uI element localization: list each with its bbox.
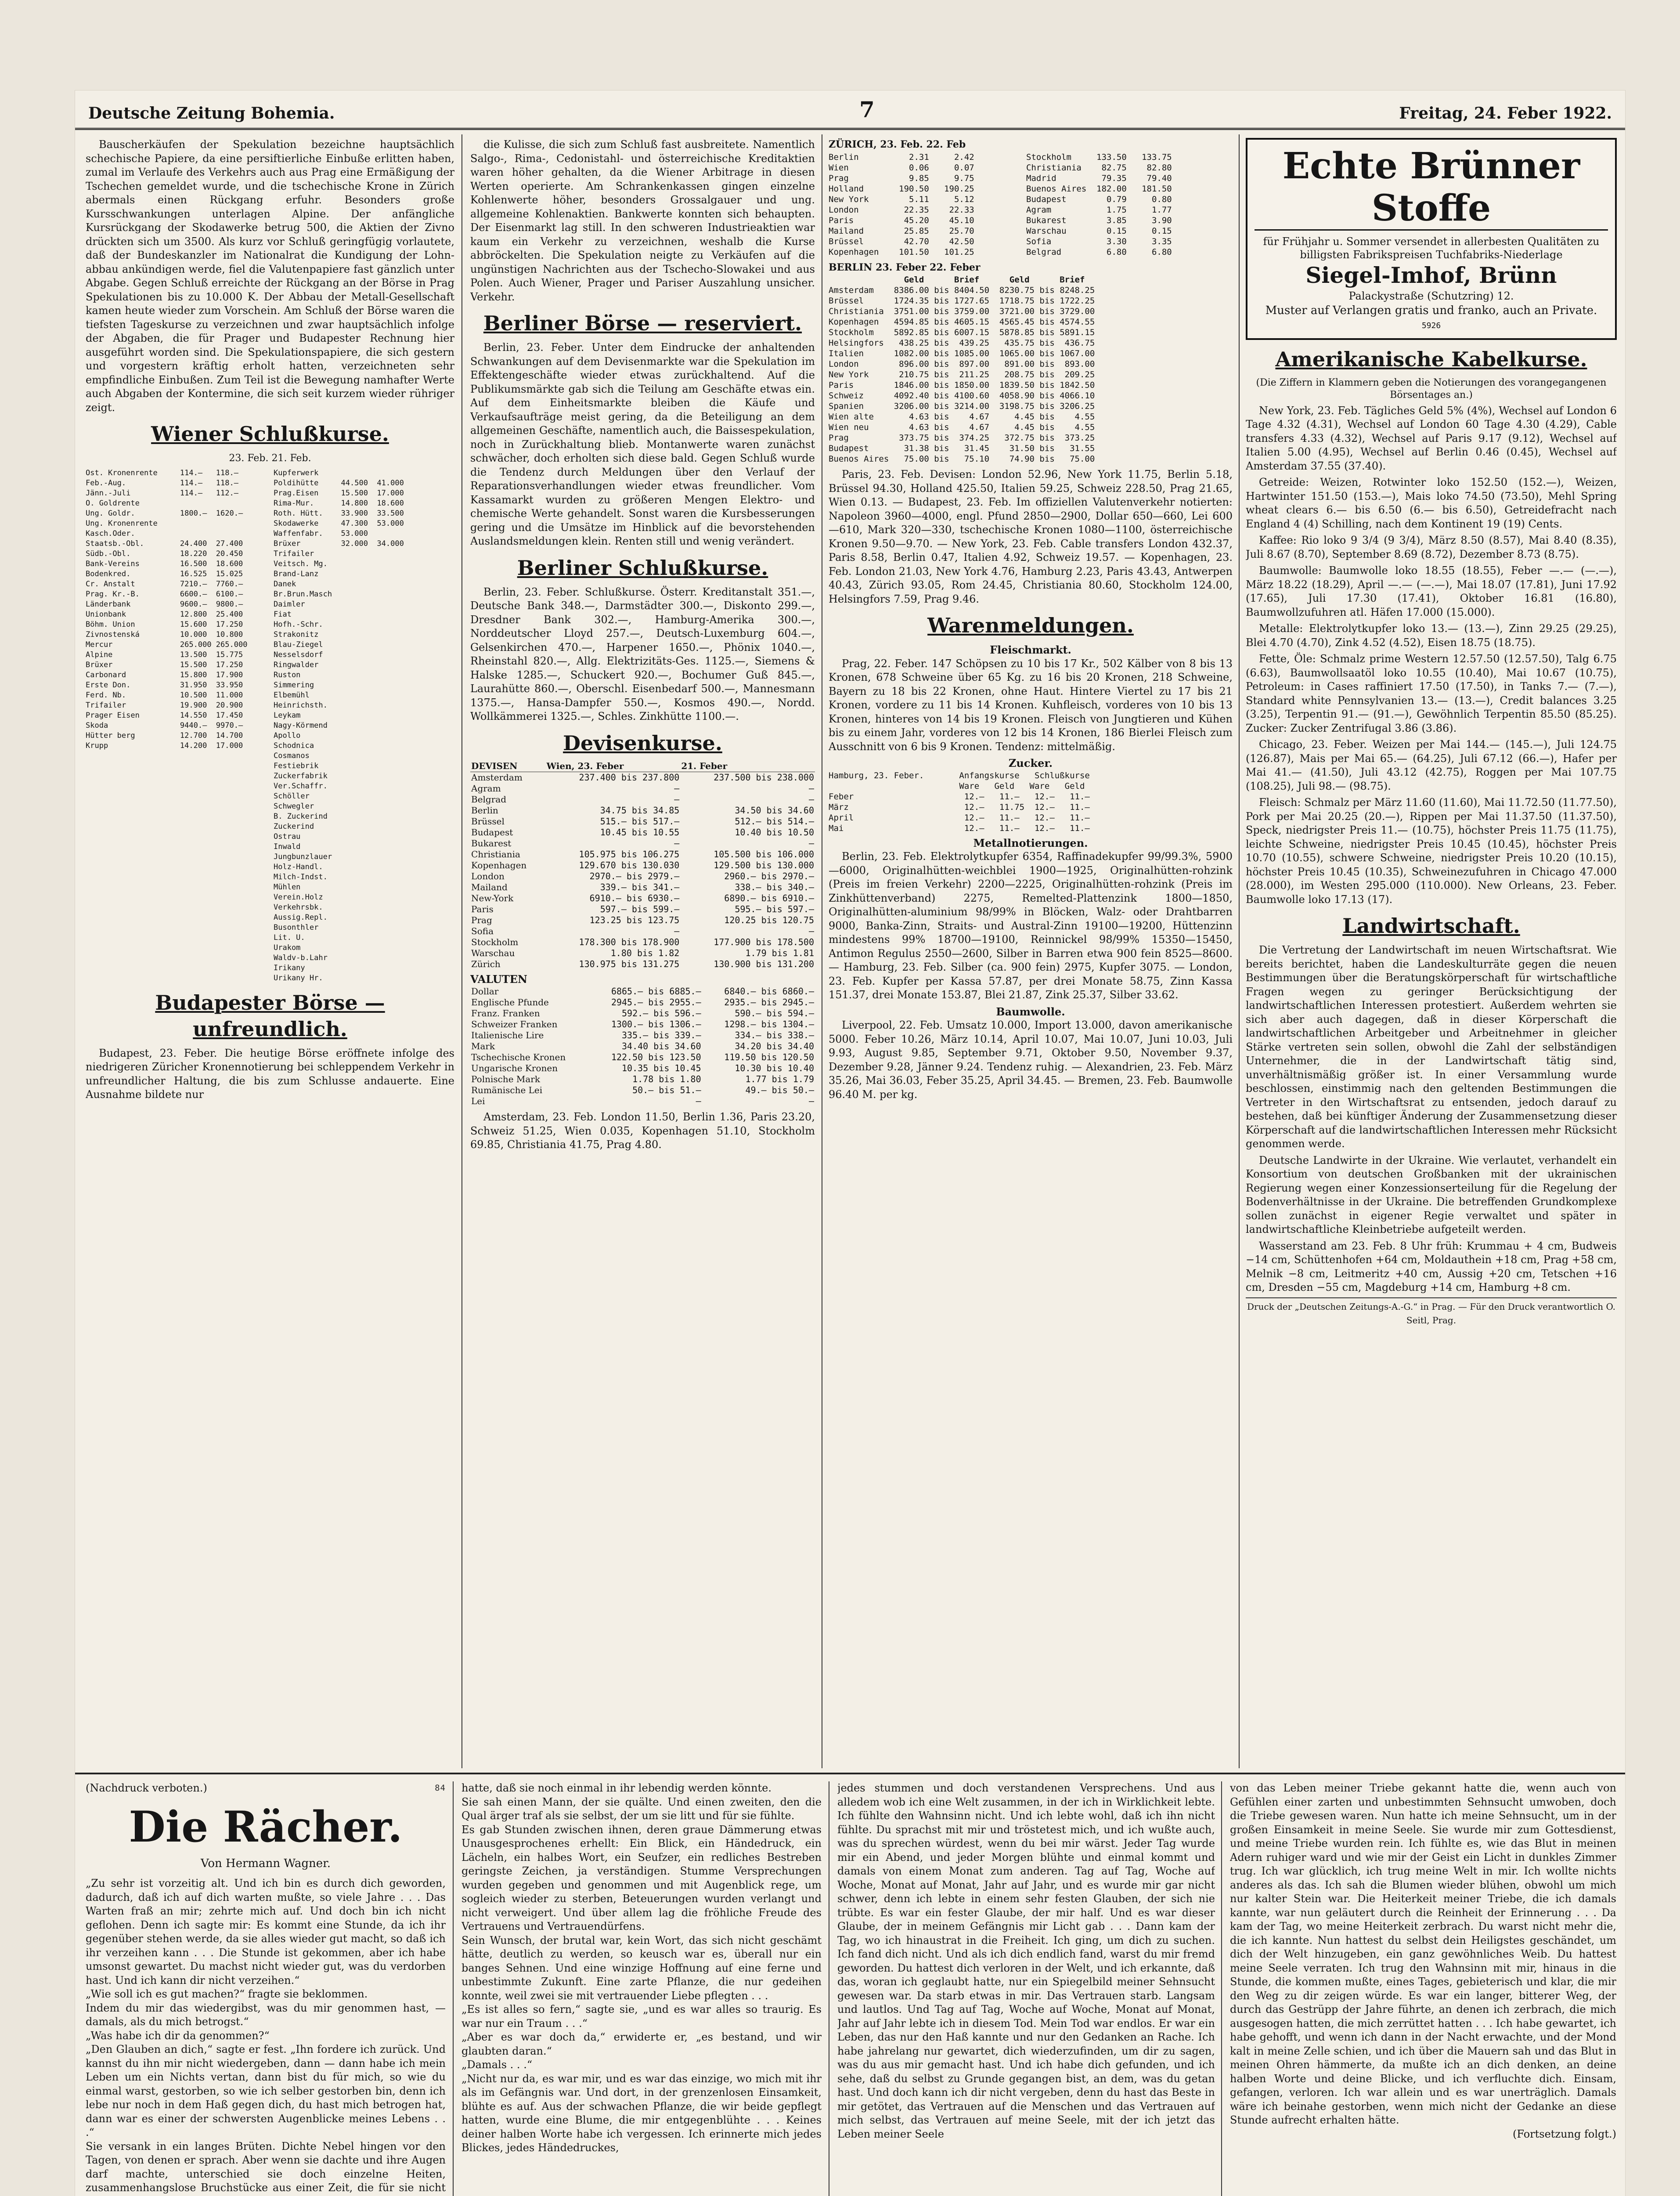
vienna-closing-heading: Wiener Schlußkurse.: [151, 422, 389, 446]
us-baumwolle-text: Baumwolle: Baumwolle loko 18.55 (18.55), Feber —.— (—.—), März 18.22 (18.29), April —.— (—.—), Mai 18.07 (17.81), Juni 17.92 (17.65), Juli 17.30 (17.41), Oktober 16.81 (16.80), Baumwollzufuhren atl. Häfen 17.000 (15.000).: [1246, 564, 1617, 618]
table-row: [470, 816, 815, 827]
rate-cell: 1.78 bis 1.80: [632, 1074, 701, 1084]
rate-cell: —: [808, 838, 814, 849]
table-row: [470, 1008, 815, 1019]
currency-name: Stockholm: [471, 936, 519, 947]
rate-cell: 2960.— bis 2970.—: [724, 870, 814, 881]
rate-cell: 105.975 bis 106.275: [579, 849, 680, 860]
rate-cell: 2935.— bis 2945.—: [724, 997, 814, 1008]
table-row: [470, 915, 815, 926]
table-row: [470, 882, 815, 893]
fleisch-text: Prag, 22. Feber. 147 Schöpsen zu 10 bis 17 Kr., 502 Kälber von 8 bis 13 Kronen, 678 Schweine über 65 Kg. zu 16 bis 20 Kronen, 218 Schweine, Bayern zu 18 bis 22 Kronen, ohne Haut. Hintere Viertel zu 17 bis 21 Kronen, vordere zu 11 bis 14 Kronen. Kuhfleisch, vorderes von 10 bis 13 Kronen, hinteres von 14 bis 19 Kronen. Fleisch von Jungtieren und Kühen bis zu einem Jahr, vorderes von 12 bis 14 Kronen, 186 Bierlei Fleisch zum Ausschnitt von 6 bis 9 Kronen. Tendenz: mittelmäßig.: [829, 657, 1233, 753]
table-row: [470, 1041, 815, 1052]
rate-cell: 10.30 bis 10.40: [735, 1063, 814, 1073]
baumwolle-heading: Baumwolle.: [996, 1005, 1065, 1018]
story-continued: (Fortsetzung folgt.): [1513, 2127, 1616, 2140]
landwirtschaft-text: Die Vertretung der Landwirtschaft im neuen Wirtschaftsrat. Wie bereits berichtet, haben die Landeskulturräte gegen die neuen Bestimmungen über die Beratungskörperschaft für wirtschaftliche Fragen wegen zu geringer Berücksichtigung der landwirtschaftlichen Interessen protestiert. Außerdem wehrten sie sich aber auch dagegen, daß in dieser Körperschaft die landwirtschaftlichen Arbeitgeber und Arbeitnehmer in gleicher Stärke vertreten sein sollen, obwohl die Zahl der selbständigen Unternehmer, die in der Landwirtschaft tätig sind, unverhältnismäßig größer ist. In einer Versammlung wurde beschlossen, einstimmig nach den geltenden Bestimmungen die Vertreter in den Wirtschaftsrat zu entsenden, jedoch darauf zu bestehen, daß bei künftiger Änderung der Zusammensetzung dieser Körperschaft auf die landwirtschaftlichen Interessen mehr Rücksicht genommen werde.: [1246, 944, 1617, 1150]
devisen-col-header: 21. Feber: [680, 761, 815, 772]
rate-cell: 177.900 bis 178.500: [714, 936, 814, 947]
feuilleton-rule: [1221, 1781, 1222, 2196]
table-row: [470, 871, 815, 882]
rate-cell: 512.— bis 514.—: [735, 816, 814, 827]
rate-cell: 178.300 bis 178.900: [579, 936, 680, 947]
rate-cell: —: [808, 925, 814, 936]
rate-cell: 1.80 bis 1.82: [610, 947, 680, 958]
currency-name: Christiania: [471, 849, 520, 860]
table-row: [470, 904, 815, 915]
berlin-closing-text: Berlin, 23. Feber. Schlußkurse. Österr. Kreditanstalt 351.—, Deutsche Bank 348.—, Darmstädter 300.—, Diskonto 299.—, Dresdner Bank 302.—, Hamburg-Amerika 300.—, Norddeutscher Lloyd 257.—, Deutsch-Luxemburg 604.—, Gelsenkirchen 470.—, Harpener 1650.—, Phönix 1040.—, Rheinstahl 820.—, Allg. Elektrizitäts-Ges. 1125.—, Siemens & Halske 1285.—, Schuckert 920.—, Bochumer Guß 845.—, Laurahütte 860.—, Oberschl. Eisenbedarf 500.—, Mannesmann 1375.—, Hansa-Dampfer 550.—, Kosmos 490.—, Nordd. Wollkämmerei 1325.—, Schles. Zinkhütte 1100.—.: [470, 585, 815, 722]
currency-name: Rumänische Lei: [471, 1085, 543, 1095]
rate-cell: 34.75 bis 34.85: [600, 805, 680, 816]
rate-cell: 1.79 bis 1.81: [745, 947, 814, 958]
baumwolle-text: Liverpool, 22. Feb. Umsatz 10.000, Import 13.000, davon amerikanische 5000. Feber 10.26, März 10.14, April 10.07, Mai 10.07, Juni 10.03, Juli 9.93, August 9.85, September 9.71, Oktober 9.50, November 9.37, Dezember 9.28, Jänner 9.24. Tendenz ruhig. — Alexandrien, 23. Feb. März 35.26, Mai 36.03, Feber 35.25, April 34.45. — Bremen, 23. Feb. Baumwolle 96.40 M. per kg.: [829, 1019, 1233, 1101]
ad-note-text: Muster auf Verlangen gratis und franko, auch an Private.: [1265, 303, 1597, 317]
currency-name: Ungarische Kronen: [471, 1063, 558, 1073]
feuilleton-col-2: [461, 1781, 822, 2196]
table-row: [470, 849, 815, 860]
rate-cell: —: [674, 925, 680, 936]
story-author: Von Hermann Wagner.: [200, 1856, 331, 1870]
currency-name: Schweizer Franken: [471, 1019, 558, 1029]
rate-cell: 338.— bis 340.—: [735, 881, 814, 892]
valuten-heading: VALUTEN: [470, 972, 527, 986]
rate-cell: 50.— bis 51.—: [632, 1085, 701, 1095]
fleisch-us-text: Fleisch: Schmalz per März 11.60 (11.60), Mai 11.72.50 (11.77.50), Pork per Mai 20.25 (20.—), Rippen per Mai 11.37.50 (11.37.50), Speck, niedrigster Preis 11.— (10.75), höchster Preis 11.75 (11.75), leichte Schweine, niedrigster Preis 10.45 (10.45), höchster Preis 10.70 (10.55), schwere Schweine, niedrigster Preis 10.20 (10.15), höchster Preis 10.45 (10.35), Schweinezufuhren in Chicago 47.000 (28.000), im Westen 295.000 (110.000). New Orleans, 23. Feber. Baumwolle loko 17.13 (17).: [1246, 796, 1617, 906]
kabel-text: New York, 23. Feb. Tägliches Geld 5% (4%), Wechsel auf London 6 Tage 4.32 (4.31), Wechsel auf London 60 Tage 4.30 (4.29), Cable transfers 4.33 (4.32), Wechsel auf Paris 9.17 (9.12), Wechsel auf Italien 5.00 (4.95), Wechsel auf Berlin 0.46 (0.45), Wechsel auf Amsterdam 37.55 (37.40).: [1246, 404, 1617, 472]
currency-name: Brüssel: [471, 816, 505, 827]
rate-cell: 129.670 bis 130.030: [579, 860, 680, 870]
currency-name: Polnische Mark: [471, 1074, 540, 1084]
page-number: 7: [859, 97, 875, 123]
column-rule: [1239, 134, 1240, 1768]
currency-name: Prag: [471, 914, 492, 925]
metalle-text: Metalle: Elektrolytkupfer loko 13.— (13.—), Zinn 29.25 (29.25), Blei 4.70 (4.70), Zink 4.52 (4.52), Eisen 18.75 (18.75).: [1246, 622, 1617, 649]
budapest-text: Budapest, 23. Feber. Die heutige Börse eröffnete infolge des niedrigeren Züricher Kronennotierung bei schleppendem Verkehr in unfreundlicher Haltung, die bis zum Schlusse andauerte. Eine Ausnahme bildete nur: [86, 1047, 454, 1101]
berlin-exchange-text: Berlin, 23. Feber. Unter dem Eindrucke der anhaltenden Schwankungen auf dem Devisenmarkte war die Spekulation im Effektengeschäfte wieder etwas zurückhaltend. Auf die Publikumsmärkte gab sich die Teilung am Geschäfte etwas ein. Auf dem Einheitsmarkte bleiben die Käufe und Verkaufsaufträge meist gering, da die Beteiligung an dem allgemeinen Geschäfte, namentlich auch, die Baissespekulation, noch in Zurückhaltung blieb. Montanwerte waren zunächst schwächer, doch erholten sich diese bald. Gegen Schluß wurde die Tendenz durch Meldungen über den Verlauf der Reparationsverhandlungen wieder etwas freundlicher. Vom Kassamarkt wurden zu größeren Mengen Elektro- und chemische Werte gehandelt. Sonst waren die Kursbesserungen gering und die Umsätze im Hinblick auf die bevorstehenden Auslandsmeldungen klein. Renten still und wenig verändert.: [470, 341, 815, 547]
rate-cell: 237.400 bis 237.800: [579, 772, 680, 783]
kulisse-text: die Kulisse, die sich zum Schluß fast ausbreitete. Namentlich Salgo-, Rima-, Cedonistahl- und österreichische Kreditaktien waren höher gehalten, da die Wiener Arbitrage in diesen Werten operierte. Am Schrankenkassen gingen einzelne Kohlenwerte höher, besonders Grossalgauer und ung. allgemeine Kohlenaktien. Bankwerte konnten sich behaupten. Der Eisenmarkt lag still. In den schweren Industrieaktien war kaum ein Verkehr zu verzeichnen, weshalb die Kurse abbröckelten. Die Spekulation neigte zu Verkäufen auf die ungünstigen Nachrichten aus der Tschecho-Slowakei und aus Polen. Auch Wiener, Prager und Pariser Auszahlung unsicher. Verkehr.: [470, 138, 815, 303]
kabel-subtitle: (Die Ziffern in Klammern geben die Notierungen des vorangegangenen Börsentages an.): [1256, 377, 1607, 401]
currency-name: Kopenhagen: [471, 860, 527, 870]
feuilleton-col-4: [1230, 1781, 1616, 2196]
issue-date: Freitag, 24. Feber 1922.: [1399, 104, 1612, 123]
rate-cell: 105.500 bis 106.000: [714, 849, 814, 860]
berlin-devisen-table: Amsterdam 8386.00 bis 8404.50 8230.75 bis 8248.25 Brüssel 1724.35 bis 1727.65 1718.75 bis 1722.25 Christiania 3751.00 bis 3759.00 3721.00 bis 3729.00 Kopenhagen 4594.85 bis 4605.15 4565.45 bis 4574.55 Stockholm 5892.85 bis 6007.15 5878.85 bis 5891.15 Helsingfors 438.25 bis 439.25 435.75 bis 436.75 Italien 1082.00 bis 1085.00 1065.00 bis 1067.00 London 896.00 bis 897.00 891.00 bis 893.00 New York 210.75 bis 211.25 208.75 bis 209.25 Paris 1846.00 bis 1850.00 1839.50 bis 1842.50 Schweiz 4092.40 bis 4100.60 4058.90 bis 4066.10 Spanien 3206.00 bis 3214.00 3198.75 bis 3206.25 Wien alte 4.63 bis 4.67 4.45 bis 4.55 Wien neu 4.63 bis 4.67 4.45 bis 4.55 Prag 373.75 bis 374.25 372.75 bis 373.25 Budapest 31.38 bis 31.45 31.50 bis 31.55 Buenos Aires 75.00 bis 75.10 74.90 bis 75.00: [829, 285, 1095, 464]
rate-cell: 590.— bis 594.—: [735, 1008, 814, 1019]
currency-name: London: [471, 870, 505, 881]
zucker-heading: Zucker.: [1008, 757, 1053, 769]
rate-cell: 49.— bis 50.—: [745, 1085, 814, 1095]
rate-cell: 129.500 bis 130.000: [714, 860, 814, 870]
currency-name: Zürich: [471, 958, 501, 969]
berlin-closing-heading: Berliner Schlußkurse.: [517, 556, 768, 580]
feuilleton-sequence: 84: [435, 1783, 446, 1793]
rate-cell: 130.975 bis 131.275: [579, 958, 680, 969]
zurich-rates-right: Stockholm 133.50 133.75 Christiania 82.75 82.80 Madrid 79.35 79.40 Buenos Aires 182.00 181.50 Budapest 0.79 0.80 Agram 1.75 1.77 Bukarest 3.85 3.90 Warschau 0.15 0.15 Sofia 3.30 3.35 Belgrad 6.80 6.80: [1026, 152, 1172, 257]
rate-cell: 6840.— bis 6860.—: [724, 986, 814, 997]
foreign-markets-text: Paris, 23. Feb. Devisen: London 52.96, New York 11.75, Berlin 5.18, Brüssel 94.30, Holland 425.50, Italien 59.25, Schweiz 228.50, Prag 21.65, Wien 0.13. — Budapest, 23. Feb. Im offiziellen Valutenverkehr notierten: Napoleon 3960—4000, engl. Pfund 2850—2900, Dollar 650—660, Lei 600—610, Mark 320—330, tschechische Kronen 1080—1100, österreichische Kronen 9.50—9.70. — New York, 23. Feb. Cable transfers London 432.37, Paris 8.58, Berlin 0.47, Italien 4.92, Schweiz 19.57. — Kopenhagen, 23. Feb. London 21.03, New York 4.76, Hamburg 2.23, Paris 43.43, Antwerpen 40.43, Zürich 93.05, Rom 24.45, Christiania 80.60, Stockholm 124.00, Helsingfors 7.59, Prag 9.46.: [829, 468, 1233, 605]
rate-cell: —: [808, 783, 814, 794]
metall-heading: Metallnotierungen.: [973, 836, 1088, 849]
rate-cell: —: [674, 794, 680, 805]
landwirtschaft-heading: Landwirtschaft.: [1342, 914, 1520, 938]
story-text-4: von das Leben meiner Triebe gekannt hatte die, wenn auch von Gefühlen einer zarten und unbestimmten Sehnsucht umwoben, doch die Triebe gewesen waren. Nun hatte ich meine Sehnsucht, um in der großen Einsamkeit in meine Seele. Sie wurde mir zum Gottesdienst, und meine Triebe wurden rein. Ich fühlte es, wie das Blut in meinen Adern ruhiger ward und wie mir der Geist ein Licht in dunkles Zimmer trug. Ich war glücklich, ich trug meine Welt in mir. Ich wollte nichts anderes als das. Ich sah die Blumen wieder blühen, obwohl um mich nur kalter Stein war. Die Heiterkeit meiner Triebe, die ich damals kannte, war nun geläutert durch die Reinheit der Erinnerung . . . Da kam der Tag, wo meine Heiterkeit zerbrach. Du warst nicht mehr die, die ich kannte. Nun hattest du selbst dein Heiligstes geschändet, um dich der Welt hinzugeben, ein ganz gewöhnliches Weib. Du hattest meine Seele verraten. Ich trug den Wahnsinn mit mir, hinaus in die Stunde, die kommen mußte, eines Tages, gebieterisch und klar, die mir den Weg zu dir zeigen würde. Es war ein langer, bitterer Weg, der durch das Gestrüpp der Jahre führte, an denen ich zerbrach, die mich ausgesogen hatten, die mich zerrüttet hatten . . . Ich habe gewartet, ich habe gehofft, und wenn ich dann in der Nacht erwachte, und der Mond kalt in meine Zelle schien, und ich über die Mauern sah und das Blut in meinen Ohren hämmerte, da mußte ich an dich denken, an deine halben Worte und deine Blicke, und ich verfluchte dich. Einsam, gefangen, verloren. Ich war allein und es war unerträglich. Damals wäre ich beinahe gestorben, wenn mich nicht der Gedanke an diese Stunde aufrecht erhalten hätte.: [1230, 1782, 1616, 2126]
rate-cell: 1300.— bis 1306.—: [611, 1019, 701, 1029]
table-row: [470, 997, 815, 1008]
table-row: [470, 926, 815, 937]
rate-cell: —: [674, 783, 680, 794]
amsterdam-text: Amsterdam, 23. Feb. London 11.50, Berlin 1.36, Paris 23.20, Schweiz 51.25, Wien 0.035, Kopenhagen 51.10, Stockholm 69.85, Christiania 41.75, Prag 4.80.: [470, 1111, 815, 1151]
rate-cell: 2945.— bis 2955.—: [611, 997, 701, 1008]
table-row: [470, 1019, 815, 1030]
ad-address: Palackystraße (Schutzring) 12.: [1348, 290, 1514, 302]
newspaper-page: [75, 90, 1626, 2196]
story-text-3: jedes stummen und doch verstandenen Versprechens. Und aus alledem wob ich eine Welt zusammen, in der ich in Wirklichkeit lebte. Ich fühlte den Wahnsinn nicht. Und ich lebte wohl, daß ich ihn nicht fühlte. Du sprachst mit mir und tröstetest mich, und ich wußte auch, was du sprechen würdest, wenn du bei mir wärst. Jeder Tag wurde mir ein Abend, und jeder Morgen blühte und einmal kommt und damals von einem Monat zum anderen. Tag auf Tag, Woche auf Woche, Monat auf Monat, Jahr auf Jahr, und es wurde mir gar nicht schwer, denn ich lebte in einem sehr festen Glauben, der sich nie trübte. Es war ein fester Glaube, der mir half. Und es war dieser Glaube, der in meinem Gefängnis mir Licht gab . . . Dann kam der Tag, wo ich hinaustrat in die Freiheit. Ich ging, um dich zu suchen. Ich fand dich nicht. Und als ich dich endlich fand, warst du mir fremd geworden. Du hattest dich verloren in der Welt, und ich erkannte, daß das, woran ich geglaubt hatte, nur ein Spiegelbild meiner Sehnsucht gewesen war. Da starb etwas in mir. Das Vertrauen starb. Langsam und lautlos. Und Tag auf Tag, Woche auf Woche, Monat auf Monat, Jahr auf Jahr lebte ich in diesem Tod. Mein Tod war endlos. Er war ein Leben, das nur den Haß kannte und nur den Gedanken an Rache. Ich habe jahrelang nur gewartet, dich wiederzufinden, um dir zu sagen, was du aus mir gemacht hast. Und ich habe dich gefunden, und ich sehe, daß du selbst zu Grunde gegangen bist, an dem, was du getan hast. Und doch kann ich dir nicht vergeben, denn du hast das Beste in mir getötet, das Vertrauen auf die Menschen und das Vertrauen auf mich selbst, das Vertrauen auf meine Seele, mit der ich jetzt das Leben meiner Seele: [837, 1782, 1215, 2140]
newspaper-name: Deutsche Zeitung Bohemia.: [88, 104, 335, 123]
currency-name: New-York: [471, 892, 514, 903]
table-row: [470, 1074, 815, 1085]
valuten-table: [470, 986, 815, 1107]
rate-cell: 6910.— bis 6930.—: [589, 892, 680, 903]
devisen-heading: Devisenkurse.: [563, 731, 722, 755]
rate-cell: 10.45 bis 10.55: [600, 827, 680, 838]
rate-cell: 2970.— bis 2979.—: [589, 870, 680, 881]
story-text-2: hatte, daß sie noch einmal in ihr lebendig werden könnte. Sie sah einen Mann, der sie quälte. Und einen zweiten, den die Qual ärger traf als sie selbst, der um sie litt und für sie fühlte. Es gab Stunden zwischen ihnen, deren graue Dämmerung etwas Unausgesprochenes erhellt: Ein Blick, ein Händedruck, ein Lächeln, ein halbes Wort, ein Seufzer, ein redliches Bestreben geringste Zeichen, ja verständigen. Stumme Versprechungen wurden gegeben und genommen und mit Augenblick rege, um sogleich wieder zu sterben, Beteuerungen wurden verlangt und nicht verweigert. Und über allem lag die fröhliche Freude des Vertrauens und Vertrauendürfens. Sein Wunsch, der brutal war, kein Wort, das sich nicht geschämt hätte, deutlich zu werden, so keusch war es, überall nur ein banges Sehnen. Und eine winzige Hoffnung auf eine ferne und unbestimmte Zukunft. Eine zarte Pflanze, die nur gedeihen konnte, weil zwei sie mit vertrauender Liebe pflegten . . . „Es ist alles so fern,“ sagte sie, „und es war alles so traurig. Es war nur ein Traum . . .“ „Aber es war doch da,“ erwiderte er, „es bestand, und wir glaubten daran.“ „Damals . . .“ „Nicht nur da, es war mir, und es war das einzige, wo mich mit ihr als im Gefängnis war. Und dort, in der grenzenlosen Einsamkeit, blühte es auf. Aus der schwachen Pflanze, die wir beide gepflegt hatten, wurde eine Blume, die mir entgegenblühte . . . Keines deiner halben Worte habe ich vergessen. Ich erinnerte mich jedes Blickes, jedes Händedruckes,: [461, 1782, 822, 2154]
table-row: [470, 860, 815, 871]
rate-cell: 1.77 bis 1.79: [745, 1074, 814, 1084]
vienna-closing-table: [86, 468, 454, 983]
ukraine-text: Deutsche Landwirte in der Ukraine. Wie verlautet, verhandelt ein Konsortium von deutschen Großbanken mit der ukrainischen Regierung wegen einer Konzessionserteilung für die Regelung der Bodenverhältnisse in der Ukraine. Die betreffenden Grundkomplexe sollen zunächst in eigener Regie verwaltet und später in landwirtschaftliche Kleinbetriebe aufgeteilt werden.: [1246, 1154, 1617, 1235]
table-row: [470, 783, 815, 794]
rate-cell: 6865.— bis 6885.—: [611, 986, 701, 997]
currency-name: Dollar: [471, 986, 499, 997]
table-row: [470, 794, 815, 805]
zurich-table: [829, 152, 1233, 257]
chicago-text: Chicago, 23. Feber. Weizen per Mai 144.— (145.—), Juli 124.75 (126.87), Mais per Mai 65.— (64.25), Juli 67.12 (66.—), Hafer per Mai 41.— (41.50), Juli 43.12 (42.75), Roggen per Mai 107.75 (108.25), Juli 98.— (98.75).: [1246, 738, 1617, 792]
budapest-heading: Budapester Börse — unfreundlich.: [155, 990, 385, 1041]
currency-name: Agram: [471, 783, 501, 794]
waren-heading: Warenmeldungen.: [927, 614, 1134, 637]
feuilleton-rule: [75, 1773, 1625, 1774]
rate-cell: 122.50 bis 123.50: [611, 1052, 701, 1062]
feuilleton-col-3: [837, 1781, 1215, 2196]
ad-title: Echte Brünner Stoffe: [1255, 145, 1608, 231]
rate-cell: —: [808, 1096, 814, 1106]
printer-imprint: Druck der „Deutschen Zeitungs-A.-G.“ in Prag. — Für den Druck verantwortlich O. Seitl, Prag.: [1246, 1297, 1617, 1328]
table-row: [470, 1096, 815, 1107]
devisen-header-row: [470, 761, 815, 772]
table-row: [470, 937, 815, 948]
rate-cell: 237.500 bis 238.000: [714, 772, 814, 783]
currency-name: Belgrad: [471, 794, 507, 805]
zurich-heading: ZÜRICH, 23. Feb. 22. Feb: [829, 139, 966, 150]
metall-text: Berlin, 23. Feb. Elektrolytkupfer 6354, Raffinadekupfer 99/99.3%, 5900—6000, Originalhütten-weichblei 1900—1925, Originalhütten-rohzink (Preis im freien Verkehr) 2200—2225, Originalhütten-rohzink (Preis im Zinkhüttenverband) 2275, Remelted-Plattenzink 1800—1850, Originalhütten-aluminium 98/99% in Blöcken, Walz- oder Drahtbarren 9000, Banka-Zinn, Straits- und Austral-Zinn 19100—19200, Hüttenzinn mindestens 99% 18700—19100, Reinnickel 98/99% 15350—15450, Antimon Regulus 2550—2600, Silber in Barren etwa 900 fein 8525—8600. — Hamburg, 23. Feb. Silber (ca. 900 fein) 2975, Kupfer 3075. — London, 23. Feb. Kupfer per Kassa 57.87, per drei Monate 58.75, Zinn Kassa 151.37, drei Monate 153.87, Blei 21.87, Zink 25.37, Silber 33.62.: [829, 850, 1233, 1001]
ad-code: 5926: [1421, 321, 1441, 330]
page-header: [75, 90, 1625, 130]
devisen-col-header: Wien, 23. Feber: [546, 761, 681, 772]
berlin-exchange-heading: Berliner Börse — reserviert.: [483, 311, 802, 335]
rate-cell: 515.— bis 517.—: [600, 816, 680, 827]
advertisement: [1246, 138, 1617, 340]
table-row: [470, 1030, 815, 1041]
zurich-rates-left: Berlin 2.31 2.42 Wien 0.06 0.07 Prag 9.85 9.75 Holland 190.50 190.25 New York 5.11 5.12 London 22.35 22.33 Paris 45.20 45.10 Mailand 25.85 25.70 Brüssel 42.70 42.50 Kopenhagen 101.50 101.25: [829, 152, 974, 257]
rate-cell: —: [674, 838, 680, 849]
ad-text: für Frühjahr u. Sommer versendet in allerbesten Qualitäten zu billigsten Fabrikspreisen Tuchfabriks-Niederlage: [1263, 235, 1600, 261]
currency-name: Sofia: [471, 925, 494, 936]
column-4: [1246, 138, 1617, 1767]
vienna-closing-dates: 23. Feb. 21. Feb.: [229, 453, 311, 464]
table-row: [470, 827, 815, 838]
table-row: [470, 1052, 815, 1063]
currency-name: Paris: [471, 903, 494, 914]
rate-cell: 10.40 bis 10.50: [735, 827, 814, 838]
table-row: [470, 1063, 815, 1074]
table-row: [470, 772, 815, 783]
table-row: [470, 948, 815, 959]
table-row: [470, 986, 815, 997]
rate-cell: 120.25 bis 120.75: [724, 914, 814, 925]
ad-firm: Siegel-Imhof, Brünn: [1305, 262, 1557, 288]
fleisch-heading: Fleischmarkt.: [990, 643, 1071, 656]
rate-cell: 34.50 bis 34.60: [735, 805, 814, 816]
currency-name: Warschau: [471, 947, 515, 958]
currency-name: Amsterdam: [471, 772, 523, 783]
currency-name: Franz. Franken: [471, 1008, 540, 1019]
ad-note: [1255, 303, 1608, 333]
currency-name: Italienische Lire: [471, 1030, 544, 1040]
reprint-notice: (Nachdruck verboten.): [86, 1782, 207, 1794]
rate-cell: —: [696, 1096, 701, 1106]
table-row: [470, 805, 815, 816]
currency-name: Lei: [471, 1096, 485, 1106]
rate-cell: 595.— bis 597.—: [735, 903, 814, 914]
table-row: [470, 959, 815, 970]
story-text-1: „Zu sehr ist vorzeitig alt. Und ich bin es durch dich geworden, dadurch, daß ich auf dich warten mußte, so viele Jahre . . . Das Warten fraß an mir; zehrte mich auf. Und doch bin ich nicht geflohen. Denn ich sagte mir: Es kommt eine Stunde, da ich ihr gegenüber stehen werde, da sie alles wieder gut macht, so daß ich ihr verzeihen kann . . . Die Stunde ist gekommen, aber ich habe umsonst gewartet. Du machst nicht wieder gut, was du verdorben hast. Und ich kann dir nicht verzeihen.“ „Wie soll ich es gut machen?“ fragte sie beklommen. Indem du mir das wiedergibst, was du mir genommen hast, — damals, als du mich betrogst.“ „Was habe ich dir da genommen?“ „Den Glauben an dich,“ sagte er fest. „Ihn fordere ich zurück. Und kannst du ihn mir nicht wiedergeben, dann — dann habe ich mein Leben um ein Nichts vertan, dann bist du für mich, so wie du einmal warst, gestorben, so wie ich selber gestorben bin, denn ich lebe nur noch in dem Haß gegen dich, du hast mich betrogen hat, dann war es einer der schwersten Augenblicke meines Lebens . . .“ Sie versank in ein langes Brüten. Dichte Nebel hingen vor den Tagen, von denen er sprach. Aber wenn sie dachte und ihre Augen darf machte, unterschied sie doch einzelne Heiten, zusammenhangslose Bruchstücke aus einer Zeit, die für sie nicht: [86, 1877, 446, 2194]
market-report-text: Bauscherkäufen der Spekulation bezeichne hauptsächlich schechische Papiere, da eine persiftierliche Einbuße erlitten haben, zumal im Verlaufe des Verkehrs auch aus Prag eine Ermäßigung der Tschechen gemeldet wurde, und die tschechische Krone in Zürich abermals einen Rückgang erfuhr. Besonders große Kursschwankungen unterlagen Alpine. Der anfängliche Kursrückgang der Skodawerke betrug 500, die Aktien der Zivno drückten sich um 3500. Als kurz vor Schluß geringfügig vorlautete, daß der Bundeskanzler im Nationalrat die Kundigung der Lohn-abbau ankündigen werde, fiel die Valutenpapiere fast gänzlich unter Abgabe. Gegen Schluß erreichte der Rückgang an der Börse in Prag Spekulationen bis zu 10.000 K. Der Abbau der Metall-Gesellschaft kamen heute wieder zum Vorschein. Am Schluß der Börse waren die tiefsten Tageskurse zu verzeichnen und zwar hauptsächlich infolge der Abgaben, die für Prager und Budapester Rechnung hier ausgeführt worden sind. Die Spekulationspapiere, die sich gestern und vorgestern kräftig erholt hatten, verzeichneten sehr empfindliche Einbußen. Zum Teil ist die Bewegung namhafter Werte auch Abgaben der Kontermine, die sich seit kurzem wieder rühriger zeigt.: [86, 138, 454, 414]
currency-name: Mark: [471, 1041, 495, 1051]
rate-cell: —: [808, 794, 814, 805]
currency-name: Mailand: [471, 881, 508, 892]
zucker-table: Hamburg, 23. Feber. Anfangskurse Schlußkurse Ware Geld Ware Geld Feber 12.— 11.— 12.— 11.— März 12.— 11.75 12.— 11.— April 12.— 11.— 12.— 11.— Mai 12.— 11.— 12.— 11.—: [829, 770, 1090, 833]
rate-cell: 6890.— bis 6910.—: [724, 892, 814, 903]
rate-cell: 597.— bis 599.—: [600, 903, 680, 914]
berlin-devisen-columns: Geld Brief Geld Brief: [829, 275, 1085, 285]
table-row: [470, 1085, 815, 1096]
currency-name: Budapest: [471, 827, 513, 838]
rate-cell: 1298.— bis 1304.—: [724, 1019, 814, 1029]
devisen-col-header: DEVISEN: [470, 761, 546, 772]
currency-name: Tschechische Kronen: [471, 1052, 566, 1062]
feuilleton-meta: [86, 1781, 446, 1795]
rate-cell: 123.25 bis 123.75: [589, 914, 680, 925]
table-row: [470, 838, 815, 849]
devisen-table: [470, 761, 815, 970]
column-1: [86, 138, 454, 1767]
rate-cell: 119.50 bis 120.50: [724, 1052, 814, 1062]
rate-cell: 130.900 bis 131.200: [714, 958, 814, 969]
wasserstand-text: Wasserstand am 23. Feb. 8 Uhr früh: Krummau + 4 cm, Budweis −14 cm, Schüttenhofen +64 cm, Moldauthein +18 cm, Prag +58 cm, Melnik −8 cm, Leitmeritz +40 cm, Aussig +20 cm, Tetschen +16 cm, Dresden −55 cm, Magdeburg +14 cm, Hamburg +8 cm.: [1246, 1239, 1617, 1293]
kabel-heading: Amerikanische Kabelkurse.: [1275, 347, 1587, 371]
rate-cell: 334.— bis 338.—: [735, 1030, 814, 1040]
rate-cell: 34.40 bis 34.60: [622, 1041, 701, 1051]
kaffee-text: Kaffee: Rio loko 9 3/4 (9 3/4), März 8.50 (8.57), Mai 8.40 (8.35), Juli 8.67 (8.70), September 8.69 (8.72), Dezember 8.73 (8.75).: [1246, 534, 1617, 560]
story-title: Die Rächer.: [129, 1802, 403, 1852]
vienna-rates-right: Kupferwerk Poldihütte 44.500 41.000 Prag.Eisen 15.500 17.000 Rima-Mur. 14.800 18.600 Roth. Hütt. 33.900 33.500 Skodawerke 47.300 53.000 Waffenfabr. 53.000 Brüxer 32.000 34.000 Trifailer Veitsch. Mg. Brand-Lanz Danek Br.Brun.Masch Daimler Fiat Hofh.-Schr. Strakonitz Blau-Ziegel Nesselsdorf Ringwalder Ruston Simmering Elbemühl Heinrichsth. Leykam Nagy-Körmend Apollo Schodnica Cosmanos Festiebrik Zuckerfabrik Ver.Schaffr. Schöller Schwegler B. Zuckerind Zuckerind Ostrau Inwald Jungbunzlauer Holz-Handl. Milch-Indst. Mühlen Verein.Holz Verkehrsbk. Aussig.Repl. Busonthler Lit. U. Urakom Waldv-b.Lahr Irikany Urikany Hr.: [274, 468, 404, 982]
column-3: [829, 138, 1233, 1767]
feuilleton-rule: [453, 1781, 454, 2196]
currency-name: Berlin: [471, 805, 498, 816]
fette-text: Fette, Öle: Schmalz prime Western 12.57.50 (12.57.50), Talg 6.75 (6.63), Baumwollsaatöl loko 10.55 (10.40), Mai 10.67 (10.75), Petroleum: in Cases raffiniert 17.50 (17.50), in Tanks 7.— (7.—), Standard white Pennsylvanien 13.— (13.—), Credit balances 3.25 (3.25), Terpentin 91.— (91.—), Gewöhnlich Terpentin 85.50 (85.25). Zucker: Zucker Zentrifugal 3.86 (3.86).: [1246, 653, 1617, 734]
currency-name: Bukarest: [471, 838, 512, 849]
rate-cell: 592.— bis 596.—: [622, 1008, 701, 1019]
rate-cell: 339.— bis 341.—: [600, 881, 680, 892]
table-row: [470, 893, 815, 904]
berlin-devisen-heading: BERLIN 23. Feber 22. Feber: [829, 261, 981, 273]
getreide-text: Getreide: Weizen, Rotwinter loko 152.50 (152.—), Weizen, Hartwinter 151.50 (153.—), Mais loko 74.50 (73.50), Mehl Spring wheat clears 6.— bis 6.50 (6.— bis 6.50), Getreidefracht nach England 4 (4) Schilling, nach dem Kontinent 19 (19) Cents.: [1246, 476, 1617, 530]
vienna-rates-left: Ost. Kronenrente 114.— 118.— Feb.-Aug. 114.— 118.— Jänn.-Juli 114.— 112.— O. Goldrente Ung. Goldr. 1800.— 1620.— Ung. Kronenrente Kasch.Oder. Staatsb.-Obl. 24.400 27.400 Südb.-Obl. 18.220 20.450 Bank-Vereins 16.500 18.600 Bodenkred. 16.525 15.025 Cr. Anstalt 7210.— 7760.— Prag. Kr.-B. 6600.— 6100.— Länderbank 9600.— 9800.— Unionbank 12.800 25.400 Böhm. Union 15.600 17.250 Zivnostenská 10.000 10.800 Mercur 265.000 265.000 Alpine 13.500 15.775 Brüxer 15.500 17.250 Carbonard 15.800 17.900 Erste Don. 31.950 33.950 Ferd. Nb. 10.500 11.000 Trifailer 19.900 20.900 Prager Eisen 14.550 17.450 Skoda 9440.— 9970.— Hütter berg 12.700 14.700 Krupp 14.200 17.000: [86, 468, 248, 750]
column-rule: [461, 134, 462, 1768]
rate-cell: 335.— bis 339.—: [622, 1030, 701, 1040]
rate-cell: 10.35 bis 10.45: [622, 1063, 701, 1073]
rate-cell: 34.20 bis 34.40: [735, 1041, 814, 1051]
currency-name: Englische Pfunde: [471, 997, 549, 1008]
column-2: [470, 138, 815, 1767]
feuilleton-col-1: [86, 1781, 446, 2196]
